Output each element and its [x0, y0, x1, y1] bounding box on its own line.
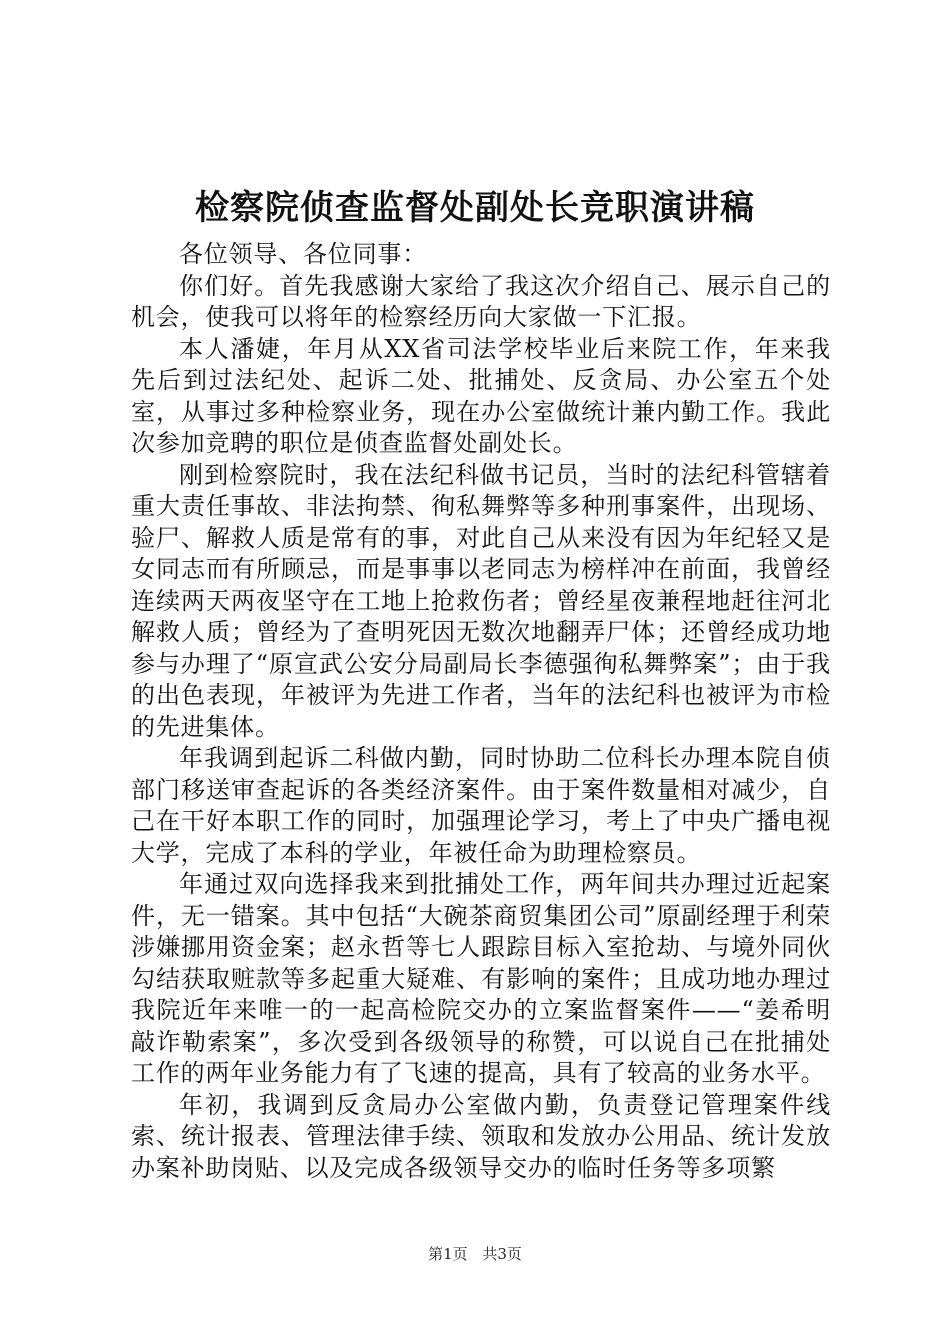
document-body: [131, 239, 831, 1184]
paragraph-opening: 你们好。首先我感谢大家给了我这次介绍自己、展示自己的机会，使我可以将年的检察经历向大家做一下汇报。: [131, 271, 831, 331]
document-title: 检察院侦查监督处副处长竞职演讲稿: [195, 188, 755, 228]
paragraph-prosecution: 年我调到起诉二科做内勤，同时协助二位科长办理本院自侦部门移送审查起诉的各类经济案件。由于案件数量相对减少，自己在干好本职工作的同时，加强理论学习，考上了中央广播电视大学，完成了本科的学业，年被任命为助理检察员。: [131, 744, 831, 867]
paragraph-anti-corruption: 年初，我调到反贪局办公室做内勤，负责登记管理案件线索、统计报表、管理法律手续、领取和发放办公用品、统计发放办案补助岗贴、以及完成各级领导交办的临时任务等多项繁: [131, 1090, 831, 1182]
paragraph-arrest-approval: 年通过双向选择我来到批捕处工作，两年间共办理过近起案件，无一错案。其中包括“大碗茶商贸集团公司”原副经理于利荣涉嫌挪用资金案；赵永哲等七人跟踪目标入室抢劫、与境外同伙勾结获取赃款等多起重大疑难、有影响的案件；且成功地办理过我院近年来唯一的一起高检院交办的立案监督案件——“姜希明敲诈勒索案”，多次受到各级领导的称赞，可以说自己在批捕处工作的两年业务能力有了飞速的提高，具有了较高的业务水平。: [131, 870, 831, 1087]
paragraph-law-discipline: 刚到检察院时，我在法纪科做书记员，当时的法纪科管辖着重大责任事故、非法拘禁、徇私舞弊等多种刑事案件，出现场、验尸、解救人质是常有的事，对此自己从来没有因为年纪轻又是女同志而有所顾忌，而是事事以老同志为榜样冲在前面，我曾经连续两天两夜坚守在工地上抢救伤者；曾经星夜兼程地赶往河北解救人质；曾经为了查明死因无数次地翻弄尸体；还曾经成功地参与办理了“原宣武公安分局副局长李德强徇私舞弊案”；由于我的出色表现，年被评为先进工作者，当年的法纪科也被评为市检的先进集体。: [131, 460, 831, 741]
page-number: 第1页: [428, 1245, 468, 1263]
paragraph-self-intro: 本人潘婕，年月从XX省司法学校毕业后来院工作，年来我先后到过法纪处、起诉二处、批捕处、反贪局、办公室五个处室，从事过多种检察业务，现在办公室做统计兼内勤工作。我此次参加竞聘的职位是侦查监督处副处长。: [131, 334, 831, 457]
page-footer: [0, 1244, 950, 1264]
page-total: 共3页: [482, 1245, 522, 1263]
paragraph-greeting: 各位领导、各位同事：: [179, 240, 427, 268]
